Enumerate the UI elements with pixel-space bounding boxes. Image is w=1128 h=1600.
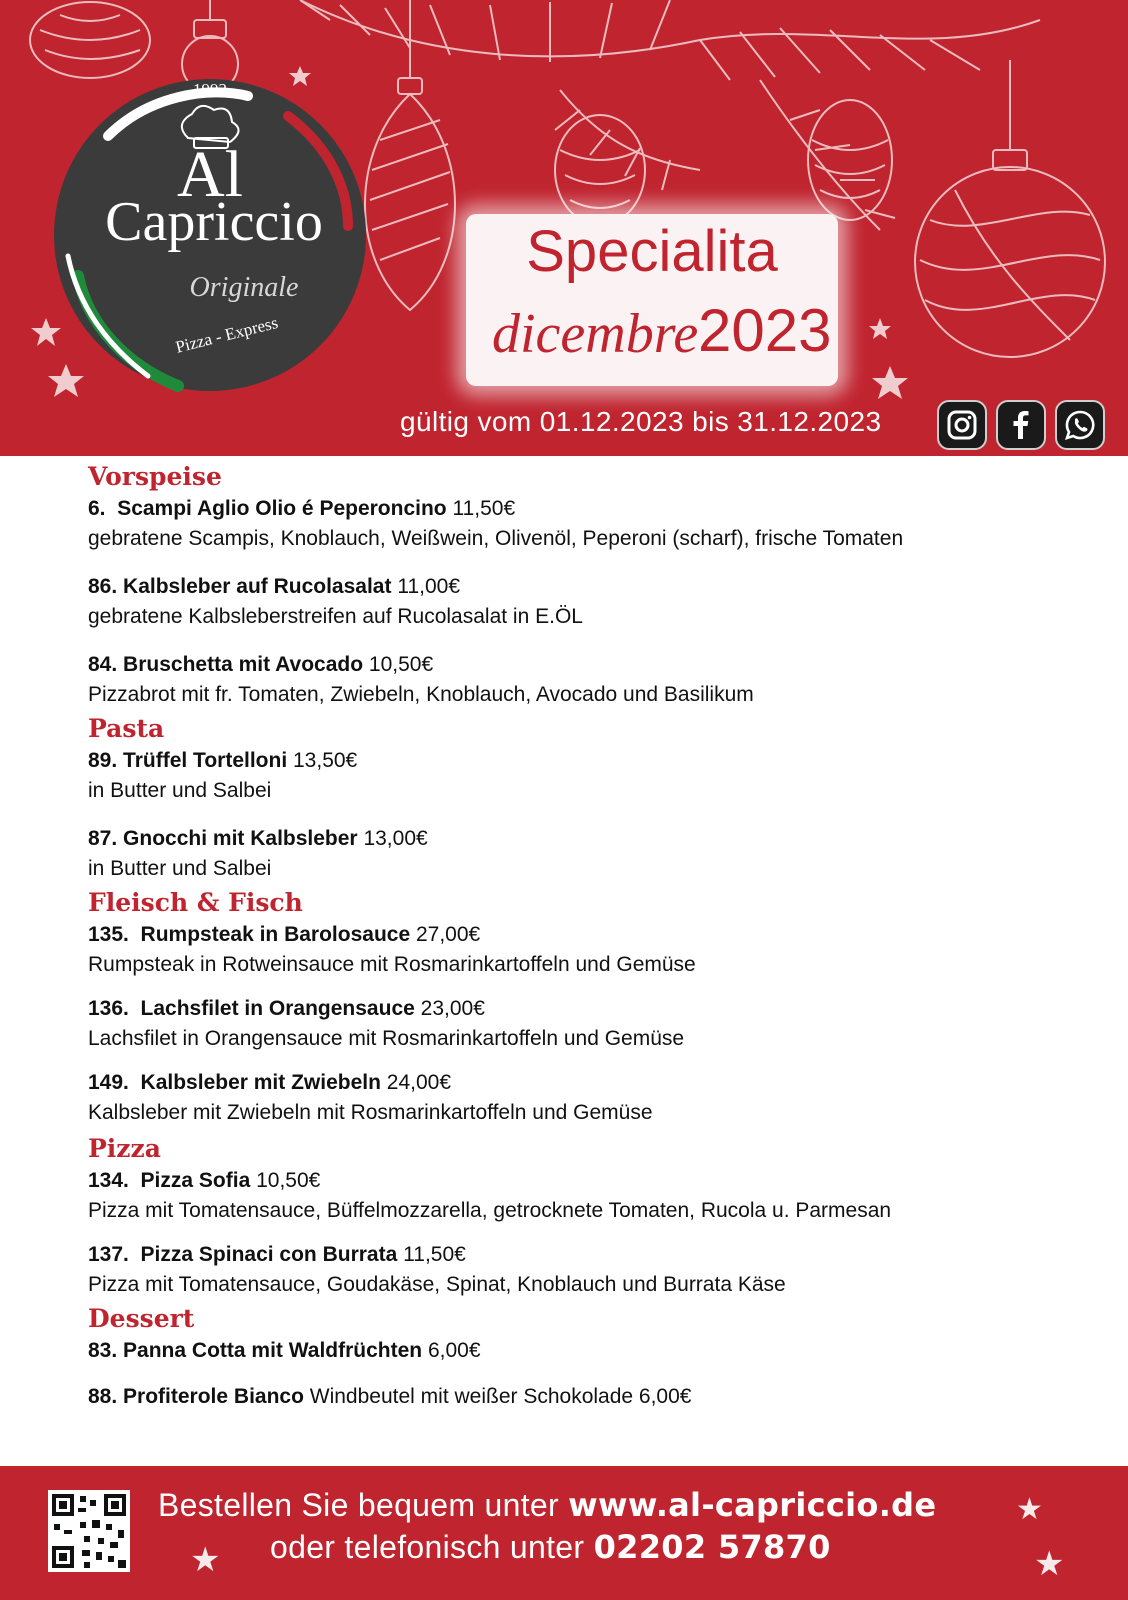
whatsapp-icon[interactable] <box>1055 400 1105 450</box>
menu-item-description: Pizza mit Tomatensauce, Goudakäse, Spinat, Knoblauch und Burrata Käse <box>88 1273 786 1296</box>
menu-item-title <box>88 572 1088 602</box>
website-link[interactable]: www.al-capriccio.de <box>568 1486 937 1524</box>
category-heading-vorspeise: Vorspeise <box>88 462 222 491</box>
menu-item-price: 13,00€ <box>363 827 428 850</box>
specials-month: dicembre <box>492 303 699 365</box>
menu-item-price: 11,50€ <box>452 497 516 520</box>
menu-item-description: Pizza mit Tomatensauce, Büffelmozzarella, getrocknete Tomaten, Rucola u. Parmesan <box>88 1199 892 1222</box>
menu-item-name: Pizza Spinaci con Burrata <box>140 1243 398 1266</box>
logo-tagline: Originale <box>189 272 299 303</box>
category-heading-pizza: Pizza <box>88 1134 161 1163</box>
facebook-glyph-icon <box>1005 409 1037 441</box>
qr-code-icon[interactable] <box>48 1490 130 1572</box>
menu-item-title <box>88 994 1088 1024</box>
menu-item-description: Rumpsteak in Rotweinsauce mit Rosmarinkartoffeln und Gemüse <box>88 953 696 976</box>
menu-item-name: Gnocchi mit Kalbsleber <box>123 827 358 850</box>
menu-item-price: 11,50€ <box>403 1243 466 1266</box>
whatsapp-glyph-icon <box>1064 409 1096 441</box>
menu-item-name: Kalbsleber auf Rucolasalat <box>123 575 392 598</box>
menu-item-number: 83. <box>88 1339 118 1362</box>
menu-item-name: Pizza Sofia <box>140 1169 251 1192</box>
menu-item-title <box>88 650 1088 680</box>
menu-item-number: 149. <box>88 1071 129 1094</box>
menu-item-number: 137. <box>88 1243 129 1266</box>
menu-item-description: in Butter und Salbei <box>88 857 272 880</box>
specials-year: 2023 <box>698 297 832 364</box>
instagram-icon[interactable] <box>937 400 987 450</box>
menu-item-number: 88. <box>88 1385 118 1408</box>
menu-item-price: 10,50€ <box>368 653 434 676</box>
category-heading-pasta: Pasta <box>88 714 165 743</box>
star-icon: ★ <box>1016 1493 1043 1526</box>
header-banner <box>0 0 1128 456</box>
menu-item-name: Scampi Aglio Olio é Peperoncino <box>117 497 447 520</box>
menu-item-description: Pizzabrot mit fr. Tomaten, Zwiebeln, Knoblauch, Avocado und Basilikum <box>88 683 754 706</box>
menu-item-title <box>88 746 1088 776</box>
menu-item-description: in Butter und Salbei <box>88 779 272 802</box>
order-phone-text: oder telefonisch unter <box>270 1529 585 1565</box>
category-heading-dessert: Dessert <box>88 1304 195 1333</box>
menu-item-title <box>88 1240 1088 1270</box>
menu-item-name: Bruschetta mit Avocado <box>123 653 364 676</box>
menu-item-number: 84. <box>88 653 118 676</box>
order-online-text: Bestellen Sie bequem unter <box>158 1487 559 1523</box>
menu-item-number: 136. <box>88 997 129 1020</box>
menu-item-price: 24,00€ <box>386 1071 452 1094</box>
logo-subtitle: Pizza - Express <box>173 312 280 357</box>
menu-item-title <box>88 920 1088 950</box>
menu-item-description: Lachsfilet in Orangensauce mit Rosmarinkartoffeln und Gemüse <box>88 1027 685 1050</box>
instagram-glyph-icon <box>946 409 978 441</box>
footer-banner <box>0 1466 1128 1600</box>
menu-item-price: 11,00€ <box>397 575 460 598</box>
menu-item-name: Lachsfilet in Orangensauce <box>140 997 415 1020</box>
menu-item-number: 6. <box>88 497 106 520</box>
menu-item-name: Rumpsteak in Barolosauce <box>140 923 411 946</box>
logo-name-line2: Capriccio <box>105 191 323 253</box>
star-icon: ★ <box>190 1541 221 1579</box>
menu-item-number: 89. <box>88 749 118 772</box>
star-icon: ★ <box>1034 1545 1065 1583</box>
restaurant-logo <box>48 76 372 394</box>
menu-list <box>88 460 1088 1412</box>
menu-item-description: gebratene Kalbsleberstreifen auf Rucolasalat in E.ÖL <box>88 605 583 628</box>
specials-title-box <box>466 214 838 386</box>
facebook-icon[interactable] <box>996 400 1046 450</box>
menu-item-number: 135. <box>88 923 129 946</box>
menu-item-title <box>88 494 1088 524</box>
logo-year: 1992 <box>193 80 227 99</box>
menu-item-title <box>88 1382 1088 1412</box>
menu-item-price: 23,00€ <box>420 997 485 1020</box>
menu-item-number: 87. <box>88 827 118 850</box>
menu-item-number: 86. <box>88 575 118 598</box>
menu-item-name: Profiterole Bianco <box>123 1385 304 1408</box>
specials-title: Specialita <box>526 219 778 284</box>
qr-code-pattern-icon <box>48 1490 130 1572</box>
category-heading-fleisch-fisch: Fleisch & Fisch <box>88 888 303 917</box>
validity-period: gültig vom 01.12.2023 bis 31.12.2023 <box>400 406 882 437</box>
menu-item-number: 134. <box>88 1169 129 1192</box>
menu-item-price: 10,50€ <box>256 1169 321 1192</box>
logo-name-line1: Al <box>177 138 243 211</box>
order-online-line <box>158 1486 936 1524</box>
menu-item-name: Kalbsleber mit Zwiebeln <box>140 1071 381 1094</box>
menu-item-name: Trüffel Tortelloni <box>123 749 288 772</box>
order-phone-line <box>270 1528 831 1566</box>
menu-item-name: Panna Cotta mit Waldfrüchten <box>123 1339 423 1362</box>
menu-item-title <box>88 824 1088 854</box>
menu-item-title <box>88 1336 1088 1366</box>
menu-item-title <box>88 1068 1088 1098</box>
menu-item-price: 27,00€ <box>415 923 481 946</box>
phone-number-link[interactable]: 02202 57870 <box>593 1528 831 1566</box>
menu-item-price: Windbeutel mit weißer Schokolade 6,00€ <box>309 1385 692 1408</box>
menu-item-description: Kalbsleber mit Zwiebeln mit Rosmarinkartoffeln und Gemüse <box>88 1101 653 1124</box>
menu-item-title <box>88 1166 1088 1196</box>
menu-item-description: gebratene Scampis, Knoblauch, Weißwein, Olivenöl, Peperoni (scharf), frische Tomaten <box>88 527 904 550</box>
menu-item-price: 13,50€ <box>293 749 358 772</box>
menu-item-price: 6,00€ <box>427 1339 481 1362</box>
